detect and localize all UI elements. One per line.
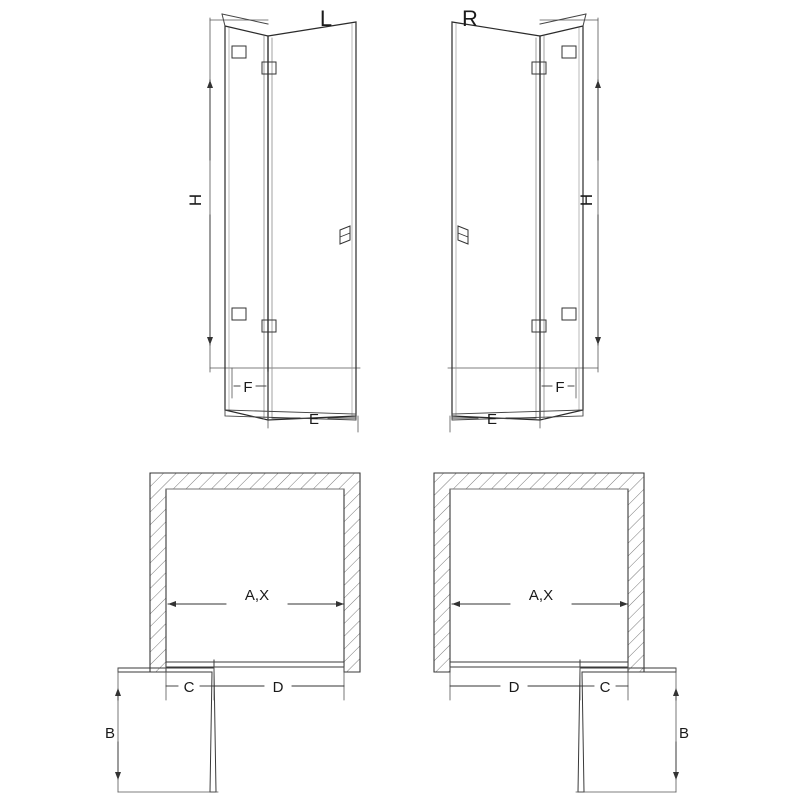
- hinge: [232, 308, 246, 320]
- arrow-head: [207, 337, 213, 345]
- fixed-panel-outline: [452, 22, 540, 420]
- elevation-left-view: [207, 14, 360, 432]
- elevation-right-view: [448, 14, 601, 432]
- hand-label-right: R: [462, 6, 478, 31]
- label-C-left: C: [183, 679, 195, 696]
- arrow-head: [673, 688, 679, 696]
- wall-hatch: [434, 473, 644, 672]
- hinge: [562, 308, 576, 320]
- label-D-left: D: [272, 679, 284, 696]
- arrow-head: [452, 601, 460, 607]
- wall-hatch: [150, 473, 360, 672]
- arrow-head: [595, 337, 601, 345]
- label-D-right: D: [508, 679, 520, 696]
- arrow-head: [595, 80, 601, 88]
- arrow-head: [168, 601, 176, 607]
- glass-plan-bar: [166, 662, 344, 667]
- label-F-right: F: [555, 379, 565, 396]
- label-F-left: F: [243, 379, 253, 396]
- label-AX-right: A,X: [528, 587, 554, 604]
- door-swing-outline: [118, 668, 216, 792]
- arrow-head: [620, 601, 628, 607]
- handle-icon: [340, 233, 350, 237]
- label-E-left: E: [308, 411, 320, 428]
- label-H-right: H: [577, 193, 596, 207]
- label-B-left: B: [104, 725, 116, 742]
- label-H-left: H: [186, 193, 205, 207]
- door-panel-outline: [225, 26, 268, 420]
- plan-left-view: [115, 473, 360, 792]
- label-AX-left: A,X: [244, 587, 270, 604]
- handle-icon: [458, 233, 468, 237]
- top-profile: [222, 14, 268, 24]
- plan-right-view: [434, 473, 679, 792]
- fixed-panel-outline: [268, 22, 356, 420]
- hinge: [562, 46, 576, 58]
- label-E-right: E: [486, 411, 498, 428]
- top-profile: [540, 14, 586, 24]
- arrow-head: [115, 688, 121, 696]
- arrow-head: [115, 772, 121, 780]
- arrow-head: [673, 772, 679, 780]
- label-C-right: C: [599, 679, 611, 696]
- glass-plan-bar: [450, 662, 628, 667]
- door-swing-outline: [578, 668, 676, 792]
- hinge: [232, 46, 246, 58]
- hand-label-left: L: [319, 6, 333, 31]
- arrow-head: [336, 601, 344, 607]
- door-panel-outline: [540, 26, 583, 420]
- arrow-head: [207, 80, 213, 88]
- label-B-right: B: [678, 725, 690, 742]
